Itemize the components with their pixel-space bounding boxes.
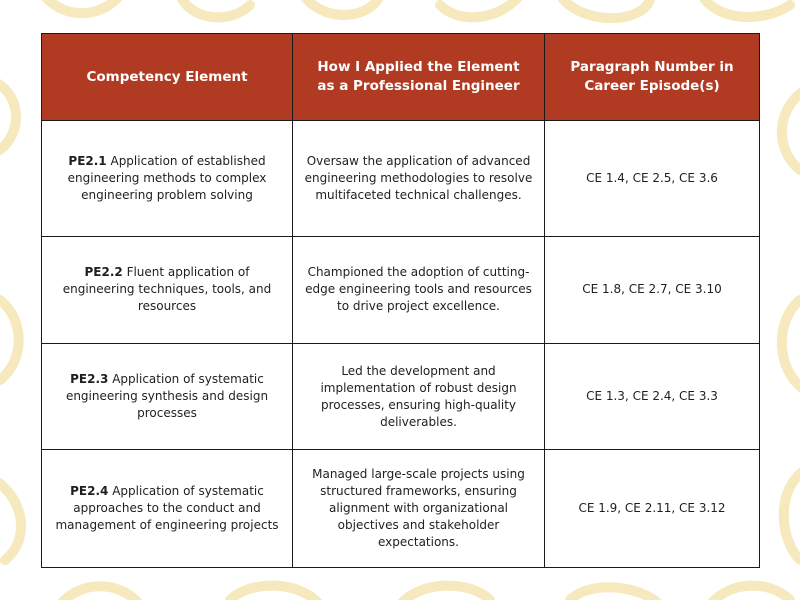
competency-cell	[42, 343, 293, 449]
competency-cell	[42, 121, 293, 237]
competency-table-container	[41, 33, 759, 568]
competency-table	[41, 33, 760, 568]
paragraph-cell: CE 1.8, CE 2.7, CE 3.10	[545, 236, 760, 343]
paragraph-cell: CE 1.4, CE 2.5, CE 3.6	[545, 121, 760, 237]
table-row	[42, 236, 760, 343]
paragraph-cell: CE 1.9, CE 2.11, CE 3.12	[545, 450, 760, 568]
table-row	[42, 450, 760, 568]
competency-description: Fluent application of engineering techniques, tools, and resources	[62, 265, 272, 314]
competency-code: PE2.4	[70, 484, 109, 499]
table-row	[42, 121, 760, 237]
competency-code: PE2.2	[84, 265, 123, 280]
competency-description: Application of systematic approaches to the conduct and management of engineering projects	[55, 484, 279, 533]
table-header-row	[42, 34, 760, 121]
table-row	[42, 343, 760, 449]
header-how-applied: How I Applied the Element as a Professional Engineer	[293, 34, 545, 121]
applied-cell: Managed large-scale projects using structured frameworks, ensuring alignment with organizational objectives and stakeholder expectations.	[293, 450, 545, 568]
competency-description: Application of systematic engineering synthesis and design processes	[65, 372, 269, 421]
competency-code: PE2.3	[70, 372, 109, 387]
header-paragraph-number: Paragraph Number in Career Episode(s)	[545, 34, 760, 121]
paragraph-cell: CE 1.3, CE 2.4, CE 3.3	[545, 343, 760, 449]
competency-cell	[42, 450, 293, 568]
competency-code: PE2.1	[68, 153, 107, 168]
competency-cell	[42, 236, 293, 343]
applied-cell: Championed the adoption of cutting-edge engineering tools and resources to drive project excellence.	[293, 236, 545, 343]
applied-cell: Oversaw the application of advanced engineering methodologies to resolve multifaceted technical challenges.	[293, 121, 545, 237]
header-competency-element: Competency Element	[42, 34, 293, 121]
applied-cell: Led the development and implementation of robust design processes, ensuring high-quality deliverables.	[293, 343, 545, 449]
competency-description: Application of established engineering methods to complex engineering problem solving	[67, 153, 267, 202]
